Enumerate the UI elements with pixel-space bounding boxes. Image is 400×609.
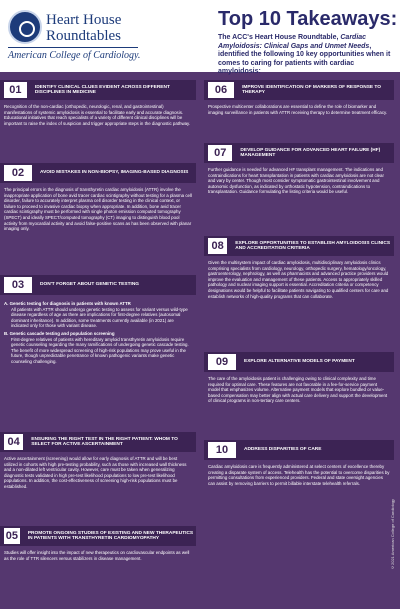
card-title: ENSURING THE RIGHT TEST IN THE RIGHT PATIENT: WHOM TO SELECT FOR ACTIVE ASCERTAINMENT <box>31 436 178 447</box>
card-header <box>0 80 196 100</box>
takeaway-card-08 <box>204 236 394 348</box>
card-number: 05 <box>5 530 19 542</box>
subheading-a: A. Genetic testing for diagnosis in patients with known ATTR <box>4 301 131 306</box>
card-title: DEVELOP GUIDANCE FOR ADVANCED HEART FAILURE (HF) MANAGEMENT <box>240 147 381 158</box>
logo-subtitle: American College of Cardiology. <box>8 50 141 61</box>
card-number: 01 <box>4 82 27 98</box>
card-body: Given the multisystem impact of cardiac amyloidosis, multidisciplinary amyloidosis clinics comprising specialists from cardiology, neurology, orthopedic surgery, hematology/oncology, gastroenterology, nephrology, as well as pharmacists and advanced practice providers would improve the evaluation and management of these patients. Access to appropriately skilled pathology and nuclear imaging support is essential. Accreditation criteria or competency designations would be helpful to facilitate patients navigating to qualified centers for care and establish networks of high-quality programs that can collaborate. <box>208 260 389 299</box>
card-body: The principal errors in the diagnosis of transthyretin cardiac amyloidosis (ATTR) involve the inappropriate application of bone avid tracer cardiac scintigraphy without testing for a plasma cell disorder, failure to accurately interpret plasma cell disorder testing in the clinical context, or failure to proceed to invasive cardiac biopsy when appropriate. In addition, bone avid tracer cardiac scintigraphy must be performed with single photon emission computed tomography (SPECT) and ideally SPECT/computed tomography (CT) imaging to distinguish blood pool activity from myocardial activity and avoid false-positive scans as has been observed with planar imaging only. <box>4 187 192 232</box>
takeaway-card-01 <box>0 80 196 160</box>
card-body: Cardiac amyloidosis care is frequently administered at select centers of excellence thereby creating a disparate system of access. Telehealth has the potential to overcome disparities by permitting consultations from experienced providers. Federal and state oversight agencies can assist by removing barriers to permit billable interstate telehealth referrals. <box>208 464 390 486</box>
card-title: IDENTIFY CLINICAL CLUES EVIDENT ACROSS DIFFERENT DISCIPLINES IN MEDICINE <box>34 84 170 95</box>
card-header <box>0 526 196 546</box>
header <box>0 4 400 75</box>
card-title: EXPLORE ALTERNATIVE MODELS OF PAYMENT <box>244 359 355 365</box>
logo-line2: Roundtables <box>46 28 121 44</box>
acc-seal-logo <box>8 10 42 44</box>
card-title: EXPLORE OPPORTUNITIES TO ESTABLISH AMYLOIDOSIS CLINICS AND ACCREDITATION CRITERIA <box>235 240 391 251</box>
subheading-b: B. Genetic cascade testing and population screening <box>4 330 115 336</box>
subsection-a-body: All patients with ATTR should undergo genetic testing to assess for variant versus wild-type disease regardless of age as there are implications for first-degree relatives (autosomal dominant inheritance). In addition, some treatments currently available (in 2021) are indicated only for those with variant disease. <box>11 306 188 329</box>
card-title: IMPROVE IDENTIFICATION OF MARKERS OF RESPONSE TO THERAPY <box>242 84 382 95</box>
takeaway-card-05 <box>0 526 196 586</box>
card-body: Further guidance is needed for advanced HF transplant management. The indications and contraindications for heart transplantation in patients with cardiac amyloidosis are not clear and vary by center. Though most consider symptomatic gastrointestinal involvement and autonomic dysfunction, as indicated by orthostatic hypotension, contraindications to transplantation. Guidance formulating the listing criteria would be useful. <box>208 167 384 195</box>
takeaway-card-02 <box>0 163 196 268</box>
card-header <box>204 440 394 460</box>
card-header <box>0 432 196 452</box>
subsection-b-body: First-degree relatives of patients with hereditary amyloid transthyretin amyloidosis require genetic counseling regarding the many ramifications of undergoing genetic cascade testing. The benefit of more widespread screening of high-risk populations may prove useful in the future, though unpredictable penetrance of known pathogenic variants make genetic counseling challenging. <box>11 336 189 364</box>
intro-text <box>218 34 394 77</box>
intro-suffix: , identified the following 10 key opportunities when it comes to caring for patients with cardiac amyloidosis: <box>218 42 391 75</box>
card-number: 06 <box>208 82 234 98</box>
takeaway-card-07 <box>204 143 394 231</box>
card-header <box>204 143 394 163</box>
intro-italic: Cardiac Amyloidosis: Clinical Gaps and Unmet Needs <box>218 34 370 50</box>
card-body: Prospective multicenter collaborations are essential to define the role of biomarker and imaging surveillance in patients with ATTR receiving therapy to determine treatment efficacy. <box>208 104 388 115</box>
card-body: Active ascertainment (screening) would allow for early diagnosis of ATTR and will be best utilized in cohorts with high pre-testing probability, such as those with increased wall thickness and a non-dilated left ventricular cavity. However, care must be taken when generalizing diagnostic tests validated in high pre-test likelihood populations to low pre-test likelihood populations. In addition, the cost-effectiveness of screening high-risk populations must be established. <box>4 456 187 489</box>
page-title: Top 10 Takeaways: <box>218 8 398 30</box>
card-body: Studies will offer insight into the impact of new therapeutics on cardiovascular endpoints as well as the role of TTR silencers versus stabilizers in disease management. <box>4 550 190 561</box>
card-number: 07 <box>208 145 232 161</box>
card-body <box>4 299 192 365</box>
card-body: The care of the amyloidosis patient is challenging owing to clinical complexity and time required for optimal care. These features are not favorable in a fee-for-service payment model that emphasizes volume. Alternative payment models that explore bundled or value-based compensation may better align with actual care delivery and support the development of clinical programs in non-tertiary care centers. <box>208 376 388 404</box>
takeaway-card-09 <box>204 352 394 434</box>
copyright-note: ©2021 American College of Cardiology <box>390 498 395 570</box>
card-header <box>0 163 196 183</box>
card-title: ADDRESS DISPARITIES OF CARE <box>244 447 322 453</box>
logo-line1: Heart House <box>46 12 122 28</box>
card-number: 10 <box>208 442 236 458</box>
card-header <box>204 80 394 100</box>
card-title: DON'T FORGET ABOUT GENETIC TESTING <box>40 282 140 288</box>
card-number: 08 <box>208 238 227 254</box>
card-number: 04 <box>4 434 23 450</box>
card-number: 09 <box>208 354 236 370</box>
logo-divider <box>8 47 138 48</box>
takeaway-card-04 <box>0 432 196 520</box>
takeaway-card-10 <box>204 440 394 520</box>
card-header <box>204 236 394 256</box>
card-body: Recognition of the non-cardiac (orthopedic, neurologic, renal, and gastrointestinal) manifestations of systemic amyloidosis is essential to facilitate early and accurate diagnosis. Educational initiatives that reach specialists of a variety of different clinical disciplines will be important to raise the index of suspicion and trigger appropriate steps in the diagnostic pathway. <box>4 104 191 126</box>
card-header <box>204 352 394 372</box>
intro-prefix: The ACC's Heart House Roundtable, <box>218 34 341 41</box>
takeaway-card-03 <box>0 275 196 425</box>
card-header <box>0 275 196 295</box>
card-title: PROMOTE ONGOING STUDIES OF EXISTING AND NEW THERAPEUTICS IN PATIENTS WITH TRANSTHYRETIN CARDIOMYOPATHY <box>27 530 194 541</box>
card-number: 03 <box>4 277 32 293</box>
card-number: 02 <box>4 165 32 181</box>
card-title: AVOID MISTAKES IN NON-BIOPSY, IMAGING-BASED DIAGNOSIS <box>40 170 189 176</box>
takeaway-card-06 <box>204 80 394 138</box>
